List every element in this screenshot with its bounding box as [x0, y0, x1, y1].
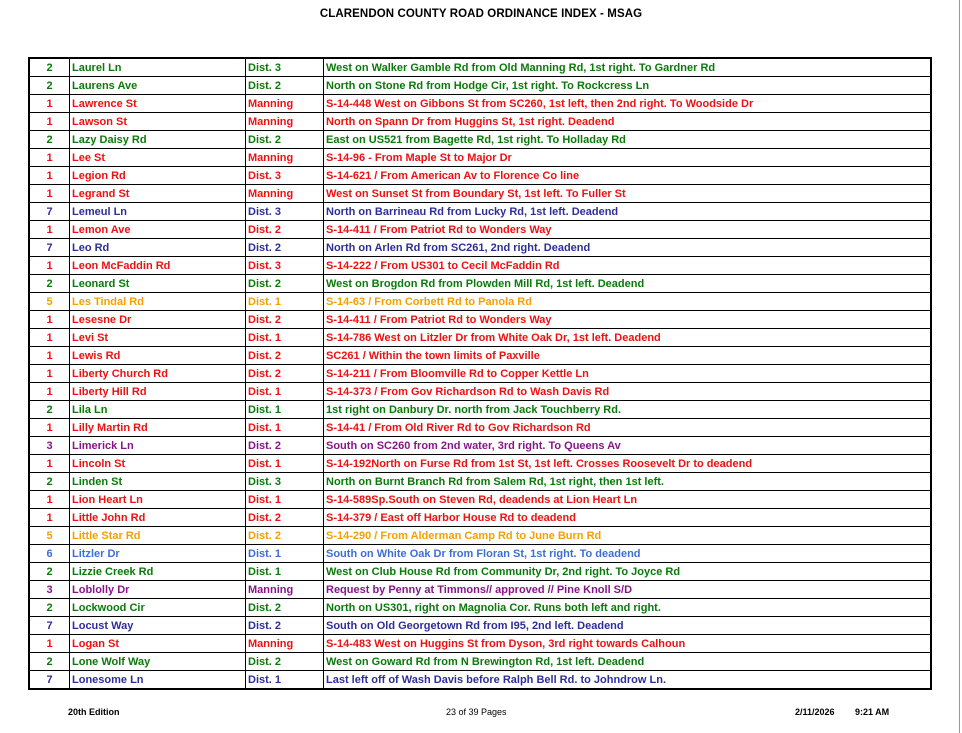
district-cell: Dist. 1 [246, 563, 324, 581]
district-cell: Dist. 1 [246, 491, 324, 509]
road-code-cell: 1 [29, 95, 70, 113]
road-name-cell: Legion Rd [70, 167, 246, 185]
road-code-cell: 2 [29, 653, 70, 671]
road-name-cell: Liberty Hill Rd [70, 383, 246, 401]
district-cell: Manning [246, 581, 324, 599]
road-code-cell: 2 [29, 401, 70, 419]
district-cell: Dist. 2 [246, 437, 324, 455]
table-row [29, 329, 931, 347]
directions-cell: West on Walker Gamble Rd from Old Manning Rd, 1st right. To Gardner Rd [324, 58, 932, 77]
table-row [29, 527, 931, 545]
footer-page-count: 23 of 39 Pages [446, 707, 507, 717]
directions-cell: S-14-290 / From Alderman Camp Rd to June Burn Rd [324, 527, 932, 545]
road-code-cell: 1 [29, 635, 70, 653]
district-cell: Dist. 3 [246, 167, 324, 185]
directions-cell: 1st right on Danbury Dr. north from Jack Touchberry Rd. [324, 401, 932, 419]
road-code-cell: 2 [29, 599, 70, 617]
district-cell: Dist. 2 [246, 311, 324, 329]
road-name-cell: Liberty Church Rd [70, 365, 246, 383]
directions-cell: S-14-448 West on Gibbons St from SC260, 1st left, then 2nd right. To Woodside Dr [324, 95, 932, 113]
directions-cell: North on Stone Rd from Hodge Cir, 1st right. To Rockcress Ln [324, 77, 932, 95]
road-code-cell: 7 [29, 671, 70, 690]
road-code-cell: 2 [29, 563, 70, 581]
directions-cell: South on SC260 from 2nd water, 3rd right. To Queens Av [324, 437, 932, 455]
directions-cell: S-14-211 / From Bloomville Rd to Copper Kettle Ln [324, 365, 932, 383]
table-row [29, 293, 931, 311]
road-name-cell: Limerick Ln [70, 437, 246, 455]
road-name-cell: Lockwood Cir [70, 599, 246, 617]
district-cell: Dist. 1 [246, 455, 324, 473]
road-code-cell: 5 [29, 527, 70, 545]
road-name-cell: Lesesne Dr [70, 311, 246, 329]
road-code-cell: 2 [29, 58, 70, 77]
directions-cell: S-14-63 / From Corbett Rd to Panola Rd [324, 293, 932, 311]
table-row [29, 113, 931, 131]
road-name-cell: Linden St [70, 473, 246, 491]
road-name-cell: Lone Wolf Way [70, 653, 246, 671]
road-name-cell: Lonesome Ln [70, 671, 246, 690]
road-code-cell: 2 [29, 131, 70, 149]
road-name-cell: Lion Heart Ln [70, 491, 246, 509]
directions-cell: S-14-621 / From American Av to Florence Co line [324, 167, 932, 185]
road-name-cell: Lila Ln [70, 401, 246, 419]
district-cell: Dist. 3 [246, 203, 324, 221]
road-name-cell: Les Tindal Rd [70, 293, 246, 311]
district-cell: Dist. 1 [246, 419, 324, 437]
table-row [29, 419, 931, 437]
directions-cell: West on Brogdon Rd from Plowden Mill Rd, 1st left. Deadend [324, 275, 932, 293]
district-cell: Dist. 2 [246, 221, 324, 239]
directions-cell: North on US301, right on Magnolia Cor. Runs both left and right. [324, 599, 932, 617]
road-name-cell: Laurel Ln [70, 58, 246, 77]
directions-cell: S-14-41 / From Old River Rd to Gov Richardson Rd [324, 419, 932, 437]
table-row [29, 311, 931, 329]
district-cell: Dist. 2 [246, 275, 324, 293]
table-row [29, 185, 931, 203]
directions-cell: S-14-483 West on Huggins St from Dyson, 3rd right towards Calhoun [324, 635, 932, 653]
table-row [29, 455, 931, 473]
table-row [29, 509, 931, 527]
footer-date: 2/11/2026 [795, 707, 835, 717]
road-code-cell: 1 [29, 491, 70, 509]
road-code-cell: 1 [29, 365, 70, 383]
table-row [29, 77, 931, 95]
road-name-cell: Lewis Rd [70, 347, 246, 365]
road-name-cell: Little John Rd [70, 509, 246, 527]
road-name-cell: Lincoln St [70, 455, 246, 473]
directions-cell: South on White Oak Dr from Floran St, 1st right. To deadend [324, 545, 932, 563]
road-code-cell: 1 [29, 257, 70, 275]
road-name-cell: Logan St [70, 635, 246, 653]
directions-cell: West on Goward Rd from N Brewington Rd, 1st left. Deadend [324, 653, 932, 671]
directions-cell: S-14-786 West on Litzler Dr from White Oak Dr, 1st left. Deadend [324, 329, 932, 347]
road-name-cell: Little Star Rd [70, 527, 246, 545]
directions-cell: S-14-411 / From Patriot Rd to Wonders Way [324, 221, 932, 239]
table-row [29, 239, 931, 257]
road-index-table [28, 57, 932, 690]
page-edge-line [959, 0, 960, 733]
road-code-cell: 1 [29, 347, 70, 365]
table-row [29, 635, 931, 653]
table-row [29, 365, 931, 383]
table-row [29, 581, 931, 599]
directions-cell: Last left off of Wash Davis before Ralph Bell Rd. to Johndrow Ln. [324, 671, 932, 690]
district-cell: Dist. 3 [246, 473, 324, 491]
directions-cell: S-14-222 / From US301 to Cecil McFaddin Rd [324, 257, 932, 275]
table-row [29, 257, 931, 275]
table-row [29, 617, 931, 635]
road-index-body [29, 58, 931, 689]
table-row [29, 437, 931, 455]
district-cell: Dist. 2 [246, 239, 324, 257]
directions-cell: Request by Penny at Timmons// approved // Pine Knoll S/D [324, 581, 932, 599]
road-code-cell: 7 [29, 203, 70, 221]
road-name-cell: Leo Rd [70, 239, 246, 257]
district-cell: Dist. 2 [246, 77, 324, 95]
table-row [29, 95, 931, 113]
directions-cell: North on Arlen Rd from SC261, 2nd right. Deadend [324, 239, 932, 257]
district-cell: Dist. 1 [246, 329, 324, 347]
district-cell: Manning [246, 185, 324, 203]
road-code-cell: 2 [29, 473, 70, 491]
table-row [29, 545, 931, 563]
directions-cell: West on Club House Rd from Community Dr, 2nd right. To Joyce Rd [324, 563, 932, 581]
road-code-cell: 3 [29, 437, 70, 455]
road-name-cell: Loblolly Dr [70, 581, 246, 599]
district-cell: Dist. 2 [246, 365, 324, 383]
road-code-cell: 1 [29, 455, 70, 473]
road-name-cell: Lawson St [70, 113, 246, 131]
road-name-cell: Litzler Dr [70, 545, 246, 563]
table-row [29, 275, 931, 293]
road-code-cell: 1 [29, 221, 70, 239]
district-cell: Manning [246, 635, 324, 653]
directions-cell: North on Barrineau Rd from Lucky Rd, 1st left. Deadend [324, 203, 932, 221]
district-cell: Dist. 3 [246, 58, 324, 77]
table-row [29, 131, 931, 149]
district-cell: Manning [246, 113, 324, 131]
footer-time: 9:21 AM [855, 707, 890, 717]
road-name-cell: Laurens Ave [70, 77, 246, 95]
district-cell: Dist. 1 [246, 383, 324, 401]
directions-cell: SC261 / Within the town limits of Paxville [324, 347, 932, 365]
table-row [29, 671, 931, 690]
table-row [29, 491, 931, 509]
directions-cell: West on Sunset St from Boundary St, 1st left. To Fuller St [324, 185, 932, 203]
page-title: CLARENDON COUNTY ROAD ORDINANCE INDEX - MSAG [319, 8, 643, 20]
road-name-cell: Lee St [70, 149, 246, 167]
directions-cell: S-14-192North on Furse Rd from 1st St, 1st left. Crosses Roosevelt Dr to deadend [324, 455, 932, 473]
district-cell: Manning [246, 149, 324, 167]
table-row [29, 401, 931, 419]
road-name-cell: Leonard St [70, 275, 246, 293]
road-name-cell: Legrand St [70, 185, 246, 203]
district-cell: Dist. 3 [246, 257, 324, 275]
road-name-cell: Lemeul Ln [70, 203, 246, 221]
directions-cell: S-14-411 / From Patriot Rd to Wonders Way [324, 311, 932, 329]
road-code-cell: 7 [29, 617, 70, 635]
road-code-cell: 2 [29, 77, 70, 95]
district-cell: Dist. 2 [246, 131, 324, 149]
directions-cell: S-14-96 - From Maple St to Major Dr [324, 149, 932, 167]
road-name-cell: Levi St [70, 329, 246, 347]
table-row [29, 221, 931, 239]
district-cell: Dist. 1 [246, 293, 324, 311]
road-name-cell: Leon McFaddin Rd [70, 257, 246, 275]
road-name-cell: Lawrence St [70, 95, 246, 113]
road-name-cell: Lazy Daisy Rd [70, 131, 246, 149]
road-code-cell: 1 [29, 329, 70, 347]
table-row [29, 149, 931, 167]
table-row [29, 599, 931, 617]
directions-cell: North on Spann Dr from Huggins St, 1st right. Deadend [324, 113, 932, 131]
district-cell: Dist. 2 [246, 527, 324, 545]
road-code-cell: 1 [29, 149, 70, 167]
district-cell: Dist. 2 [246, 509, 324, 527]
road-name-cell: Lilly Martin Rd [70, 419, 246, 437]
road-code-cell: 1 [29, 311, 70, 329]
directions-cell: S-14-373 / From Gov Richardson Rd to Wash Davis Rd [324, 383, 932, 401]
table-row [29, 473, 931, 491]
table-row [29, 653, 931, 671]
road-code-cell: 1 [29, 185, 70, 203]
district-cell: Dist. 2 [246, 347, 324, 365]
table-row [29, 167, 931, 185]
table-row [29, 563, 931, 581]
road-code-cell: 1 [29, 419, 70, 437]
road-code-cell: 1 [29, 383, 70, 401]
road-name-cell: Lizzie Creek Rd [70, 563, 246, 581]
directions-cell: South on Old Georgetown Rd from I95, 2nd left. Deadend [324, 617, 932, 635]
directions-cell: S-14-379 / East off Harbor House Rd to deadend [324, 509, 932, 527]
road-name-cell: Locust Way [70, 617, 246, 635]
road-code-cell: 1 [29, 509, 70, 527]
district-cell: Dist. 2 [246, 653, 324, 671]
road-code-cell: 1 [29, 167, 70, 185]
table-row [29, 383, 931, 401]
road-name-cell: Lemon Ave [70, 221, 246, 239]
district-cell: Dist. 1 [246, 545, 324, 563]
road-code-cell: 5 [29, 293, 70, 311]
road-code-cell: 6 [29, 545, 70, 563]
district-cell: Dist. 1 [246, 401, 324, 419]
road-code-cell: 1 [29, 113, 70, 131]
district-cell: Manning [246, 95, 324, 113]
district-cell: Dist. 2 [246, 599, 324, 617]
road-code-cell: 2 [29, 275, 70, 293]
table-row [29, 203, 931, 221]
district-cell: Dist. 1 [246, 671, 324, 690]
road-code-cell: 7 [29, 239, 70, 257]
directions-cell: S-14-589Sp.South on Steven Rd, deadends at Lion Heart Ln [324, 491, 932, 509]
district-cell: Dist. 2 [246, 617, 324, 635]
footer-edition: 20th Edition [68, 707, 120, 717]
directions-cell: East on US521 from Bagette Rd, 1st right. To Holladay Rd [324, 131, 932, 149]
table-row [29, 347, 931, 365]
road-code-cell: 3 [29, 581, 70, 599]
table-row [29, 58, 931, 77]
directions-cell: North on Burnt Branch Rd from Salem Rd, 1st right, then 1st left. [324, 473, 932, 491]
